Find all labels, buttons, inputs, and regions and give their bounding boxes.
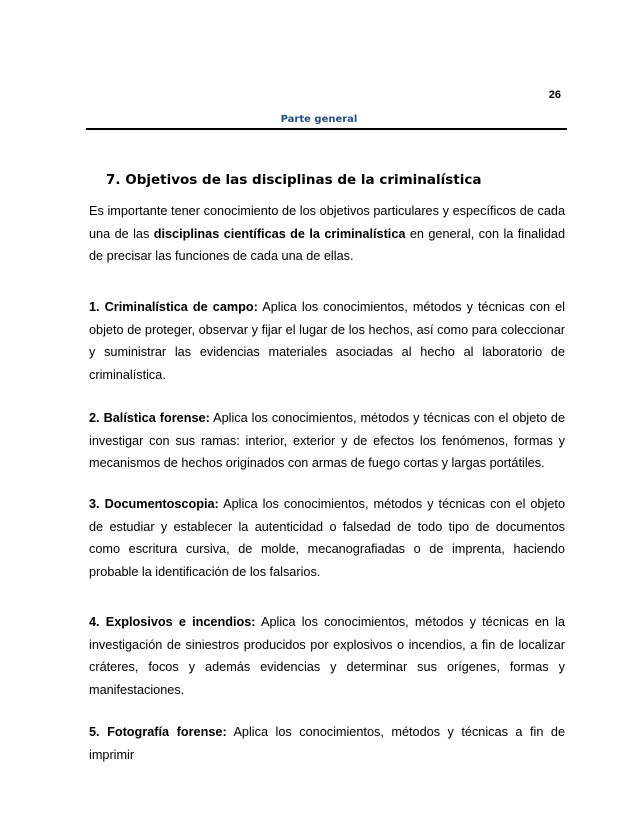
section-heading: 7. Objetivos de las disciplinas de la criminalística [106,172,482,188]
running-header: Parte general [280,114,358,125]
discipline-term: 3. Documentoscopia: [89,497,219,511]
discipline-term: 5. Fotografía forense: [89,725,227,739]
intro-bold-phrase: disciplinas científicas de la criminalística [153,226,406,241]
discipline-term: 2. Balística forense: [89,411,210,425]
header-divider [86,128,567,130]
discipline-paragraph-2 [89,407,565,475]
discipline-description: Aplica los conocimientos, métodos y técnicas con el objeto de estudiar y establecer la autenticidad o falsedad de todo tipo de documentos como escritura cursiva, de molde, mecanografiadas o de imprenta, haciendo probable la identificación de los falsarios. [89,497,566,579]
discipline-description: Aplica los conocimientos, métodos y técnicas con el objeto de proteger, observar y fijar el lugar de los hechos, así como para coleccionar y suministrar las evidencias materiales asociadas al hecho al laboratorio de criminalística. [89,300,565,382]
intro-paragraph [89,200,565,268]
discipline-term: 4. Explosivos e incendios: [89,615,256,629]
discipline-description: Aplica los conocimientos, métodos y técnicas con el objeto de investigar con sus ramas: interior, exterior y de efectos los fenómenos, formas y mecanismos de hechos originados con armas de fuego cortas y largas portátiles. [89,411,565,470]
intro-text-start: Es importante tener conocimiento de los objetivos particulares y específicos de cada una de las [89,204,565,241]
discipline-paragraph-4 [89,611,565,701]
intro-text-end: en general, con la finalidad de precisar las funciones de cada una de ellas. [89,226,566,263]
discipline-description: Aplica los conocimientos, métodos y técnicas en la investigación de siniestros producidos por explosivos o incendios, a fin de localizar cráteres, focos y además evidencias y determinar sus orígenes, formas y manifestaciones. [89,615,565,697]
discipline-paragraph-5 [89,721,565,766]
discipline-term: 1. Criminalística de campo: [89,300,258,314]
discipline-paragraph-1 [89,296,565,386]
discipline-description: Aplica los conocimientos, métodos y técnicas a fin de imprimir [89,725,565,762]
discipline-paragraph-3 [89,493,565,583]
page-number: 26 [548,89,561,101]
